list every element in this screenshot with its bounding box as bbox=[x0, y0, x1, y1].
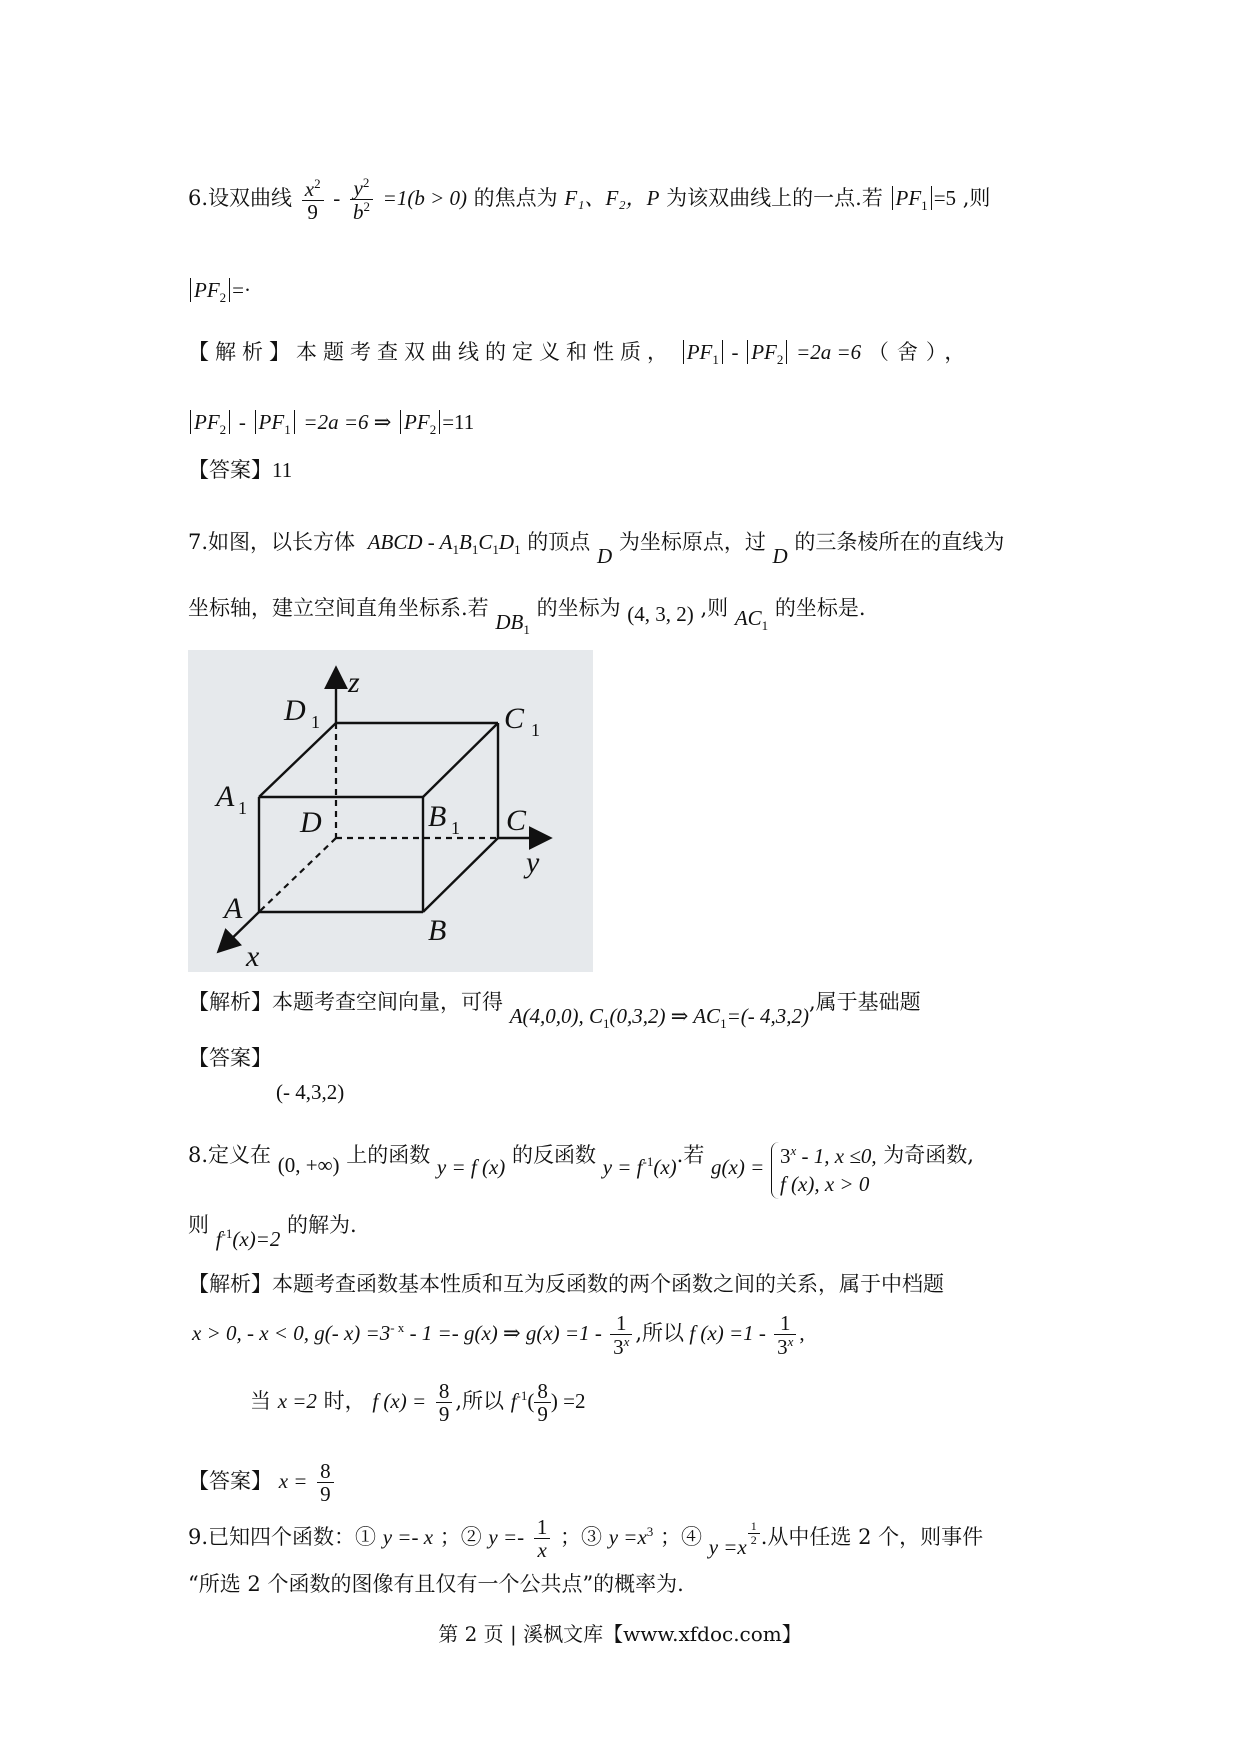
q8-work2-sup: -1 bbox=[516, 1388, 528, 1404]
q7-analysis-tail: ,属于基础题 bbox=[809, 990, 921, 1014]
label-c1: C bbox=[504, 702, 525, 735]
q8-line1 bbox=[188, 1128, 974, 1197]
q8-work1: x > 0, - x < 0, g(- $x) =3^{- x} - 1 =- g(x)$ ⇒ g(x) =1 - $\frac{1}{3^x}$ ,所以 f (x) =1 - $\frac{1}{3^x}$ , bbox=[192, 1311, 805, 1360]
q8-case1 bbox=[780, 1142, 877, 1170]
q7-answer-value: (- 4,3,2) bbox=[276, 1080, 345, 1104]
q9-f1: y =- x bbox=[382, 1525, 434, 1550]
q7-line1-mid1: 的顶点 bbox=[527, 530, 591, 554]
q6-answer-label: 【答案】 bbox=[188, 458, 272, 482]
q7-analysis-expr-a: A(4,0,0), C bbox=[509, 1004, 604, 1028]
q6-pf1-val: =5 bbox=[933, 186, 957, 211]
q8-work2-frac1-den: 9 bbox=[438, 1402, 450, 1427]
edge-d-a-hidden bbox=[259, 838, 336, 912]
q6-analysis-note: （舍）， bbox=[867, 340, 974, 364]
q6-analysis: 【解析】本题考查双曲线的定义和性质， $PF_1 - PF_2 =2a =6$ （舍）， bbox=[188, 340, 974, 368]
q7-answer-label: 【答案】 bbox=[188, 1046, 272, 1070]
q6-analysis-expr2-tail: =11 bbox=[442, 410, 475, 434]
q9-sep3: ；④ bbox=[660, 1525, 702, 1550]
edge-b-c bbox=[423, 838, 498, 912]
q6-mid3: ,则 bbox=[962, 186, 991, 211]
q8-work1-frac2-num: 1 bbox=[774, 1312, 796, 1335]
edge-b1-c1 bbox=[423, 723, 498, 797]
q7-solid-text: ABCD - A bbox=[367, 530, 453, 554]
q6-mid2: 为该双曲线上的一点.若 bbox=[666, 186, 883, 211]
q8-work1-frac1: $\frac{1}{3^x}$ bbox=[610, 1312, 632, 1358]
q7-db-text: DB bbox=[495, 610, 524, 634]
q7-D-2: D bbox=[772, 544, 788, 568]
q8-mid2: 的反函数 bbox=[512, 1142, 596, 1167]
q8-finv-f: y = f bbox=[602, 1154, 643, 1179]
q8-line2-sup: -1 bbox=[221, 1226, 233, 1241]
q7-answer bbox=[188, 1046, 272, 1071]
q9-f4-exp-den: 2 bbox=[750, 1532, 757, 1547]
q8-work2-b: x =2 bbox=[277, 1389, 317, 1414]
q8-work1-frac2-den: 3 bbox=[777, 1335, 788, 1360]
q8-piecewise bbox=[771, 1142, 877, 1199]
q6-a2-abs1: $PF_2$ bbox=[190, 410, 230, 434]
q6-a2-abs2: $PF_1$ bbox=[255, 410, 295, 434]
q7-line2 bbox=[188, 596, 866, 638]
q8-answer bbox=[188, 1460, 337, 1505]
q6-abs-pf1: $PF_1$ bbox=[892, 186, 932, 210]
q9-line1-prefix: 9.已知四个函数：① bbox=[188, 1525, 377, 1550]
q6-answer-value: 11 bbox=[272, 458, 293, 482]
q6-analysis-abs1: $PF_1$ bbox=[683, 340, 723, 364]
q7-line2-tail: 的坐标是. bbox=[774, 596, 866, 620]
q8-line2-expr bbox=[216, 1227, 281, 1251]
q9-f3 bbox=[609, 1525, 654, 1549]
q9-line1 bbox=[188, 1516, 983, 1561]
q9-f2: y =- bbox=[488, 1525, 525, 1550]
q8-finv-sup: -1 bbox=[642, 1153, 654, 1169]
q8-line2-f: f bbox=[215, 1227, 222, 1251]
q8-work1-frac2: $\frac{1}{3^x}$ bbox=[774, 1312, 796, 1358]
q6-a2-abs3: $PF_2$ bbox=[400, 410, 440, 434]
q7-cuboid-figure bbox=[188, 650, 593, 972]
q9-f4-exp bbox=[748, 1520, 760, 1546]
q8-tail: 为奇函数, bbox=[883, 1142, 974, 1167]
q7-answer-value-line bbox=[276, 1080, 344, 1105]
q7-line1-mid2: 为坐标原点，过 bbox=[618, 530, 766, 554]
q6-pf2-text: PF bbox=[194, 278, 220, 302]
q8-work1-a: x > 0, - x < 0, g(- x) =3 bbox=[192, 1320, 391, 1345]
q8-case1-base: 3 bbox=[779, 1144, 791, 1168]
q9-sep1: ；② bbox=[439, 1525, 482, 1550]
q6-nine: 9 bbox=[307, 199, 318, 224]
q8-fx: y = f (x) bbox=[436, 1154, 506, 1179]
q7-solid: ABCD - $A_1B_1C_1D_1$ bbox=[367, 530, 521, 558]
edge-a1-d1 bbox=[259, 723, 336, 797]
q8-work2-c: 时， bbox=[323, 1389, 366, 1414]
q6-pf1: PF bbox=[895, 186, 922, 211]
q7-line2-mid: 的坐标为 bbox=[536, 596, 621, 620]
footer-text: 第 2 页 | 溪枫文库【www.xfdoc.com】 bbox=[438, 1622, 802, 1646]
q6-minus: - bbox=[333, 186, 341, 211]
q6-y: y bbox=[353, 176, 363, 200]
q8-work2-frac1-num: 8 bbox=[436, 1380, 453, 1403]
q8-work2-a: 当 bbox=[250, 1389, 271, 1414]
q9-f3-sup: 3 bbox=[646, 1524, 654, 1540]
q7-analysis bbox=[188, 990, 921, 1032]
q6-a2-pf1: PF bbox=[258, 410, 285, 434]
q6-analysis-line2: $PF_2 - PF_1 =2a =6$ ⇒ $PF_2 =11$ bbox=[188, 410, 474, 438]
label-d: D bbox=[300, 806, 322, 839]
q6-analysis-expr1: =2a =6 bbox=[796, 340, 862, 364]
q8-work2-finv bbox=[511, 1389, 535, 1413]
q6-line2 bbox=[188, 278, 251, 306]
q8-work1-frac1-num: 1 bbox=[610, 1312, 632, 1335]
q8-answer-label: 【答案】 bbox=[188, 1469, 272, 1494]
q8-work1-d: f (x) =1 - bbox=[689, 1320, 766, 1345]
q6-answer bbox=[188, 458, 292, 483]
q8-case1-sup: x bbox=[790, 1143, 797, 1158]
q6-analysis-abs2: $PF_2$ bbox=[747, 340, 787, 364]
q8-mid1: 上的函数 bbox=[346, 1142, 431, 1167]
q8-line2-prefix: 则 bbox=[188, 1213, 209, 1237]
label-z: z bbox=[348, 666, 360, 699]
q8-analysis bbox=[188, 1272, 944, 1297]
q6-a2-pf2: PF bbox=[194, 410, 220, 434]
label-a: A bbox=[224, 892, 243, 925]
q8-work2-g: ( bbox=[527, 1389, 535, 1414]
q9-f2-den: x bbox=[537, 1538, 547, 1563]
q7-ac-text: AC bbox=[734, 606, 762, 630]
q9-f4-exp-num: 1 bbox=[748, 1520, 760, 1534]
q9-f4 bbox=[708, 1519, 761, 1560]
label-b1: B bbox=[428, 800, 447, 833]
q8-line2-tail: 的解为. bbox=[287, 1213, 357, 1237]
q6-abs-pf2: $PF_2$ bbox=[190, 278, 230, 302]
q9-sep2: ；③ bbox=[560, 1525, 603, 1550]
label-c1-sub: 1 bbox=[531, 720, 540, 740]
q6-mid1: 的焦点为 bbox=[473, 186, 558, 211]
q7-line1-prefix: 7.如图，以长方体 bbox=[188, 530, 356, 554]
q8-work2-frac2 bbox=[534, 1380, 551, 1425]
q6-prefix: 6.设双曲线 bbox=[188, 186, 293, 211]
q6-frac-y2-b2: $\frac{y^2}{b^2}$ bbox=[350, 176, 373, 223]
q6-frac-x2-9: $\frac{x^2}{9}$ bbox=[302, 177, 324, 223]
q8-answer-den: 9 bbox=[320, 1482, 331, 1507]
q9-f3-base: y =x bbox=[608, 1525, 647, 1550]
q8-work2-h: ) =2 bbox=[550, 1389, 586, 1414]
q8-work1-b: - 1 =- g(x) ⇒ g(x) =1 - bbox=[409, 1320, 602, 1345]
q8-work2-f: f bbox=[510, 1389, 517, 1414]
q6-line2-expr: =· bbox=[232, 278, 252, 302]
q8-answer-num: 8 bbox=[317, 1460, 334, 1483]
q6-x: x bbox=[304, 176, 315, 201]
q7-analysis-label: 【解析】本题考查空间向量，可得 bbox=[188, 990, 503, 1014]
q7-db1: $DB_1$ bbox=[495, 610, 530, 638]
q6-b: b bbox=[352, 200, 364, 225]
q8-work2-frac2-den: 9 bbox=[537, 1402, 548, 1427]
label-c: C bbox=[506, 804, 527, 837]
q8-work2-frac2-num: 8 bbox=[534, 1380, 551, 1403]
q9-line2-text: “所选 2 个函数的图像有且仅有一个公共点”的概率为. bbox=[188, 1572, 684, 1596]
q8-gx: g(x) = bbox=[711, 1154, 765, 1179]
q6-foci: F₁、F₂，P bbox=[564, 186, 660, 211]
q9-f4-base: y =x bbox=[708, 1535, 747, 1560]
q6-a2-pf2b: PF bbox=[404, 410, 430, 434]
label-a1: A bbox=[216, 780, 235, 813]
q8-answer-x: x = bbox=[278, 1469, 308, 1494]
q8-prefix: 8.定义在 bbox=[188, 1142, 272, 1167]
q7-line2-prefix: 坐标轴，建立空间直角坐标系.若 bbox=[188, 596, 489, 620]
q7-line1 bbox=[188, 530, 1005, 568]
q8-work1-c: ,所以 bbox=[635, 1320, 685, 1345]
q6-analysis-pf1: PF bbox=[686, 340, 713, 364]
label-y: y bbox=[526, 846, 540, 879]
q7-cuboid-svg bbox=[188, 650, 593, 972]
q7-ac1: $AC_1$ bbox=[734, 606, 769, 634]
q8-line2 bbox=[188, 1212, 357, 1251]
q7-analysis-expr-b: (0,3,2) ⇒ AC bbox=[609, 1004, 721, 1028]
q8-answer-frac bbox=[317, 1460, 334, 1505]
q7-line2-mid2: ,则 bbox=[700, 596, 729, 620]
label-x: x bbox=[246, 940, 260, 972]
q7-analysis-expr: A(4,0,0), $C_1(0,3,2)$ ⇒ $AC_1=(-$ 4,3,2) bbox=[509, 1004, 809, 1032]
q8-domain: (0, +∞) bbox=[277, 1152, 340, 1177]
q8-work2-frac1 bbox=[436, 1380, 453, 1425]
q8-finv-tail: (x) bbox=[653, 1154, 677, 1179]
q8-work2-d: f (x) = bbox=[372, 1389, 427, 1414]
label-b: B bbox=[428, 914, 447, 947]
q8-mid3: .若 bbox=[676, 1142, 705, 1167]
q8-analysis-label: 【解析】本题考查函数基本性质和互为反函数的两个函数之间的关系，属于中档题 bbox=[188, 1272, 944, 1296]
q8-case2: f (x), x > 0 bbox=[779, 1172, 870, 1197]
q7-line1-tail: 的三条棱所在的直线为 bbox=[794, 530, 1005, 554]
q6-line1 bbox=[188, 176, 990, 223]
q8-work2 bbox=[250, 1380, 585, 1425]
q8-work1-frac1-den: 3 bbox=[613, 1335, 624, 1360]
q6-eq-tail: =1(b > 0) bbox=[382, 186, 467, 211]
q8-case1-tail: - 1, x ≤0, bbox=[801, 1144, 877, 1168]
q7-D-1: D bbox=[596, 544, 613, 568]
q7-coord: (4, 3, 2) bbox=[627, 602, 694, 626]
page-footer bbox=[0, 1618, 1240, 1647]
q9-f2-frac bbox=[534, 1516, 551, 1561]
q6-analysis-pf2: PF bbox=[751, 340, 777, 364]
label-b1-sub: 1 bbox=[451, 818, 460, 838]
q9-f2-num: 1 bbox=[534, 1516, 551, 1539]
label-a1-sub: 1 bbox=[238, 798, 247, 818]
q6-analysis-label: 【解析】本题考查双曲线的定义和性质， bbox=[188, 340, 674, 364]
label-d1: D bbox=[284, 694, 306, 727]
q8-line2-expr-tail: (x)=2 bbox=[232, 1227, 281, 1251]
q6-analysis-expr2: =2a =6 ⇒ bbox=[303, 410, 392, 434]
label-d1-sub: 1 bbox=[311, 712, 320, 732]
q8-finv bbox=[603, 1155, 677, 1179]
q9-line2 bbox=[188, 1572, 684, 1597]
q8-work1-sup: - x bbox=[390, 1319, 405, 1335]
q9-line1-tail: .从中任选 2 个，则事件 bbox=[760, 1525, 984, 1550]
q8-work2-e: ,所以 bbox=[455, 1389, 504, 1414]
q7-analysis-expr-c: =(- 4,3,2) bbox=[726, 1004, 809, 1028]
